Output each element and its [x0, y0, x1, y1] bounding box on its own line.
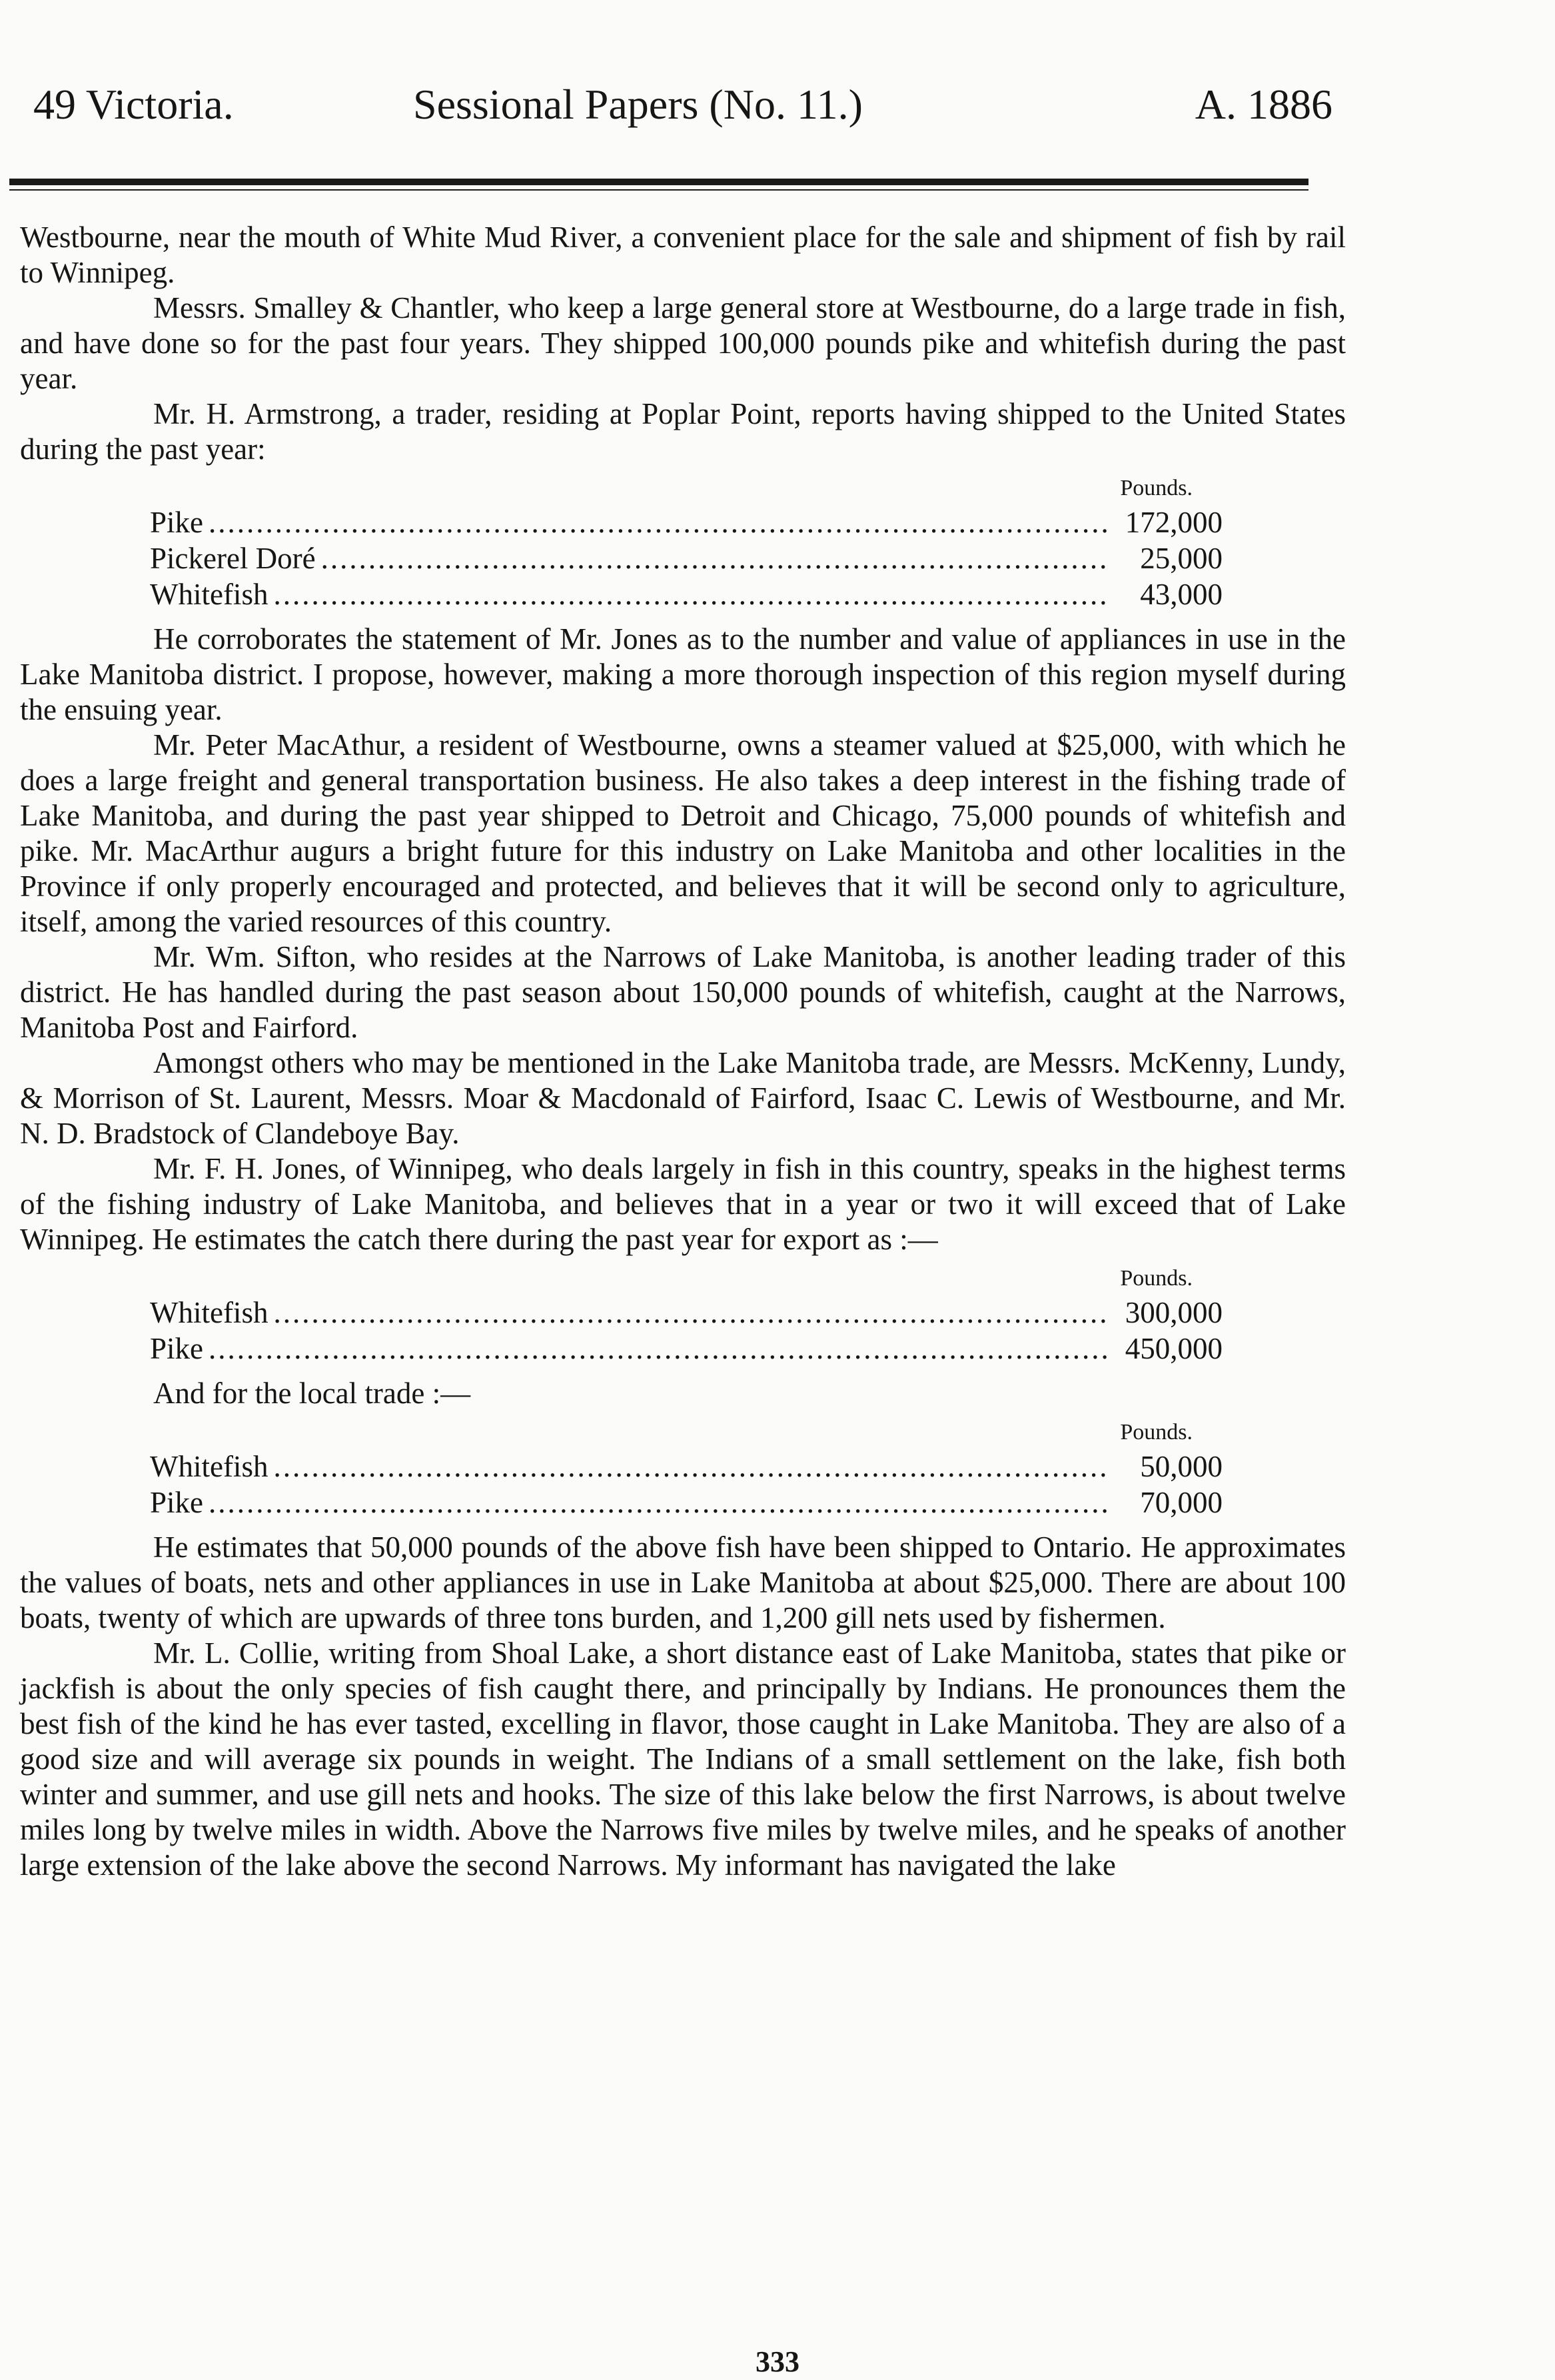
paragraph: He corroborates the statement of Mr. Jones as to the number and value of appliances in use in the Lake Manitoba district. I propose, however, making a more thorough inspection of this region myself during the ensuing year. — [20, 622, 1346, 726]
table-row — [150, 1485, 1223, 1520]
dot-leader — [273, 576, 1111, 612]
row-label: Pickerel Doré — [150, 542, 316, 575]
dot-leader — [209, 1485, 1111, 1520]
row-label: Whitefish — [150, 578, 268, 611]
table-row — [150, 540, 1223, 576]
row-value: 450,000 — [1125, 1332, 1223, 1365]
paragraph: Mr. Wm. Sifton, who resides at the Narrows of Lake Manitoba, is another leading trader of this district. He has handled during the past season about 150,000 pounds of whitefish, caught at the Narrows, Manitoba Post and Fairford. — [20, 940, 1346, 1044]
header-year: A. 1886 — [1195, 81, 1332, 128]
paragraph: Mr. Peter MacAthur, a resident of Westbourne, owns a steamer valued at $25,000, with which he does a large freight and general transportation business. He also takes a deep interest in the fishing trade of Lake Manitoba, and during the past year shipped to Detroit and Chicago, 75,000 pounds of whitefish and pike. Mr. MacArthur augurs a bright future for this industry on Lake Manitoba and other localities in the Province if only properly encouraged and protected, and believes that it will be second only to agriculture, itself, among the varied resources of this country. — [20, 728, 1346, 938]
header-rule-thick — [9, 179, 1308, 185]
row-value: 43,000 — [1140, 578, 1223, 611]
page-number: 333 — [756, 2345, 799, 2378]
dot-leader — [209, 504, 1111, 540]
table-row — [150, 576, 1223, 612]
row-label: Pike — [150, 506, 204, 539]
paragraph: Westbourne, near the mouth of White Mud River, a convenient place for the sale and shipment of fish by rail to Winnipeg. — [20, 221, 1346, 289]
paragraph: Mr. H. Armstrong, a trader, residing at Poplar Point, reports having shipped to the United States during the past year: — [20, 397, 1346, 466]
dot-leader — [209, 1331, 1111, 1367]
paragraph: Mr. F. H. Jones, of Winnipeg, who deals largely in fish in this country, speaks in the highest terms of the fishing industry of Lake Manitoba, and believes that in a year or two it will exceed that of Lake Winnipeg. He estimates the catch there during the past year for export as :— — [20, 1152, 1346, 1256]
table-row — [150, 1295, 1223, 1331]
dot-leader — [321, 540, 1111, 576]
header-volume: 49 Victoria. — [33, 81, 234, 128]
table-row — [150, 1331, 1223, 1367]
armstrong-shipment-table — [20, 472, 1346, 612]
row-value: 300,000 — [1125, 1296, 1223, 1329]
page-header — [33, 75, 1332, 135]
export-catch-table — [20, 1263, 1346, 1367]
row-value: 70,000 — [1140, 1486, 1223, 1519]
row-label: Whitefish — [150, 1450, 268, 1483]
paragraph: Amongst others who may be mentioned in the Lake Manitoba trade, are Messrs. McKenny, Lundy, & Morrison of St. Laurent, Messrs. Moar & Macdonald of Fairford, Isaac C. Lewis of Westbourne, and Mr. N. D. Bradstock of Clandeboye Bay. — [20, 1046, 1346, 1150]
table-unit-header: Pounds. — [1120, 1420, 1193, 1445]
table-row — [150, 504, 1223, 540]
paragraph: Messrs. Smalley & Chantler, who keep a large general store at Westbourne, do a large trade in fish, and have done so for the past four years. They shipped 100,000 pounds pike and whitefish during the past year. — [20, 291, 1346, 395]
row-value: 50,000 — [1140, 1450, 1223, 1483]
dot-leader — [273, 1449, 1111, 1485]
local-trade-label: And for the local trade :— — [153, 1377, 471, 1410]
body-text — [20, 220, 1346, 1883]
table-unit-header: Pounds. — [1120, 1266, 1193, 1291]
row-label: Whitefish — [150, 1296, 268, 1329]
table-unit-header: Pounds. — [1120, 476, 1193, 500]
table-row — [150, 1449, 1223, 1485]
header-rule-thin — [9, 189, 1308, 191]
paragraph: Mr. L. Collie, writing from Shoal Lake, a short distance east of Lake Manitoba, states that pike or jackfish is about the only species of fish caught there, and principally by Indians. He pronounces them the best fish of the kind he has ever tasted, excelling in flavor, those caught in Lake Manitoba. They are also of a good size and will average six pounds in weight. The Indians of a small settlement on the lake, fish both winter and summer, and use gill nets and hooks. The size of this lake below the first Narrows, is about twelve miles long by twelve miles in width. Above the Narrows five miles by twelve miles, and he speaks of another large extension of the lake above the second Narrows. My informant has navigated the lake — [20, 1636, 1346, 1882]
row-label: Pike — [150, 1486, 204, 1519]
paragraph: He estimates that 50,000 pounds of the above fish have been shipped to Ontario. He approximates the values of boats, nets and other appliances in use in Lake Manitoba at about $25,000. There are about 100 boats, twenty of which are upwards of three tons burden, and 1,200 gill nets used by fishermen. — [20, 1530, 1346, 1634]
row-label: Pike — [150, 1332, 204, 1365]
row-value: 172,000 — [1125, 506, 1223, 539]
local-trade-table — [20, 1417, 1346, 1520]
row-value: 25,000 — [1140, 542, 1223, 575]
dot-leader — [273, 1295, 1111, 1331]
header-series: Sessional Papers (No. 11.) — [413, 81, 863, 128]
